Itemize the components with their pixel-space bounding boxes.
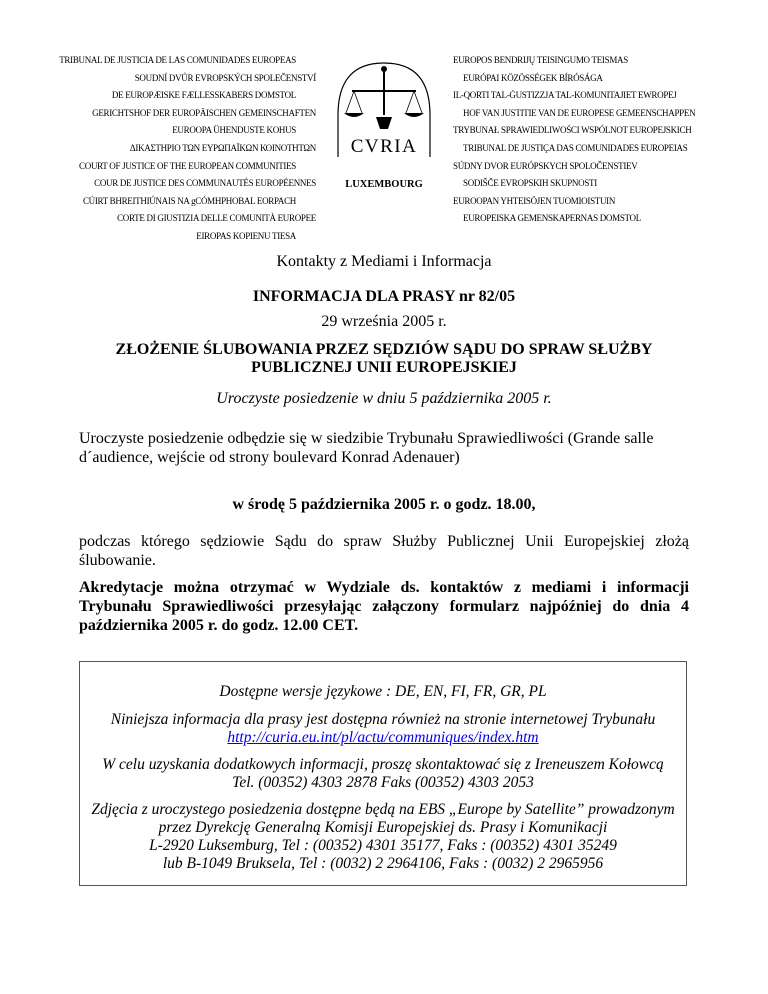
- court-name: TRIBUNAL DE JUSTIÇA DAS COMUNIDADES EUROPEIAS: [463, 142, 688, 153]
- paragraph-line: Trybunału Sprawiedliwości przesyłając załączony formularz najpóźniej do dnia 4: [79, 598, 689, 615]
- court-name: TRIBUNAL DE JUSTICIA DE LAS COMUNIDADES EUROPEAS: [59, 55, 296, 65]
- court-name: ΔΙΚΑΣΤΗΡΙΟ ΤΩΝ ΕΥΡΩΠΑΪΚΩΝ ΚΟΙΝΟΤΗΤΩΝ: [129, 142, 316, 153]
- press-title: INFORMACJA DLA PRASY nr 82/05: [252, 288, 516, 305]
- court-name: EUROOPA ÜHENDUSTE KOHUS: [172, 125, 296, 136]
- info-box: [79, 661, 687, 886]
- scales-of-justice-icon: [322, 55, 446, 195]
- press-date: 29 września 2005 r.: [321, 313, 447, 330]
- court-name: TRYBUNAŁ SPRAWIEDLIWOŚCI WSPÓLNOT EUROPEJSKICH: [453, 125, 692, 136]
- paragraph-line: ślubowanie.: [79, 552, 156, 569]
- headline-line: ZŁOŻENIE ŚLUBOWANIA PRZEZ SĘDZIÓW SĄDU DO SPRAW SŁUŻBY: [115, 341, 653, 358]
- photo-line: L-2920 Luksemburg, Tel : (00352) 4301 35177, Faks : (00352) 4301 35249: [149, 837, 617, 854]
- curia-link[interactable]: http://curia.eu.int/pl/actu/communiques/index.htm: [227, 729, 539, 746]
- event-time: w środę 5 października 2005 r. o godz. 18.00,: [232, 496, 536, 513]
- logo-city: LUXEMBOURG: [345, 179, 423, 190]
- court-name: SODIŠČE EVROPSKIH SKUPNOSTI: [463, 178, 597, 189]
- court-name: COURT OF JUSTICE OF THE EUROPEAN COMMUNITIES: [79, 160, 296, 171]
- paragraph-line: Akredytacje można otrzymać w Wydziale ds. kontaktów z mediami i informacji: [79, 579, 689, 596]
- photo-line: lub B-1049 Bruksela, Tel : (0032) 2 2964106, Faks : (0032) 2 2965956: [162, 855, 604, 872]
- court-name: EIROPAS KOPIENU TIESA: [196, 230, 296, 241]
- court-name: CORTE DI GIUSTIZIA DELLE COMUNITÀ EUROPEE: [117, 213, 316, 224]
- department: Kontakty z Mediami i Informacja: [276, 253, 492, 270]
- web-link-line: [80, 729, 686, 747]
- paragraph-oath: [79, 532, 689, 570]
- court-name: SÚDNY DVOR EURÓPSKYCH SPOLOČENSTIEV: [453, 160, 638, 171]
- court-name: SOUDNÍ DVŮR EVROPSKÝCH SPOLEČENSTVÍ: [134, 72, 316, 83]
- court-name: EUROPEISKA GEMENSKAPERNAS DOMSTOL: [463, 213, 641, 224]
- web-note: Niniejsza informacja dla prasy jest dostępna również na stronie internetowej Trybunału: [110, 711, 656, 728]
- court-names-left: [59, 52, 316, 246]
- court-names-right: [455, 52, 695, 228]
- contact-line: W celu uzyskania dodatkowych informacji, proszę skontaktować się z Ireneuszem Kołowcą: [102, 756, 664, 773]
- court-name: DE EUROPÆISKE FÆLLESSKABERS DOMSTOL: [111, 90, 296, 101]
- photo-line: przez Dyrekcję Generalną Komisji Europejskiej ds. Prasy i Komunikacji: [158, 819, 608, 836]
- court-name: IL-QORTI TAL-ĠUSTIZZJA TAL-KOMUNITAJIET EWROPEJ: [453, 90, 677, 101]
- paragraph-accreditation: [79, 578, 689, 635]
- paragraph-line: d´audience, wejście od strony boulevard Konrad Adenauer): [79, 449, 460, 466]
- languages-note: Dostępne wersje językowe : DE, EN, FI, FR, GR, PL: [219, 683, 547, 700]
- curia-logo: [322, 55, 446, 195]
- paragraph-venue: [79, 429, 689, 467]
- court-name: EUROOPAN YHTEISÖJEN TUOMIOISTUIN: [453, 195, 616, 206]
- court-name: HOF VAN JUSTITIE VAN DE EUROPESE GEMEENSCHAPPEN: [463, 107, 696, 118]
- court-name: EUROPOS BENDRIJŲ TEISINGUMO TEISMAS: [453, 55, 628, 65]
- headline-line: PUBLICZNEJ UNII EUROPEJSKIEJ: [251, 359, 517, 376]
- subtitle: Uroczyste posiedzenie w dniu 5 października 2005 r.: [216, 390, 552, 407]
- contact-line: Tel. (00352) 4303 2878 Faks (00352) 4303 2053: [232, 774, 534, 791]
- court-name: EURÓPAI KÖZÖSSÉGEK BÍRÓSÁGA: [463, 72, 603, 83]
- paragraph-line: Uroczyste posiedzenie odbędzie się w siedzibie Trybunału Sprawiedliwości (Grande salle: [79, 430, 654, 447]
- paragraph-line: października 2005 r. do godz. 12.00 CET.: [79, 617, 359, 634]
- logo-text: CVRIA: [350, 136, 418, 157]
- court-name: CÚIRT BHREITHIÚNAIS NA gCÓMHPHOBAL EORPACH: [82, 195, 296, 206]
- court-name: COUR DE JUSTICE DES COMMUNAUTÉS EUROPÉENNES: [94, 178, 316, 189]
- headline: [60, 341, 708, 377]
- paragraph-line: podczas którego sędziowie Sądu do spraw Służby Publicznej Unii Europejskiej złożą: [79, 533, 689, 550]
- court-name: GERICHTSHOF DER EUROPÄISCHEN GEMEINSCHAFTEN: [92, 107, 316, 118]
- photo-line: Zdjęcia z uroczystego posiedzenia dostępne będą na EBS „Europe by Satellite” prowadzonym: [91, 801, 675, 818]
